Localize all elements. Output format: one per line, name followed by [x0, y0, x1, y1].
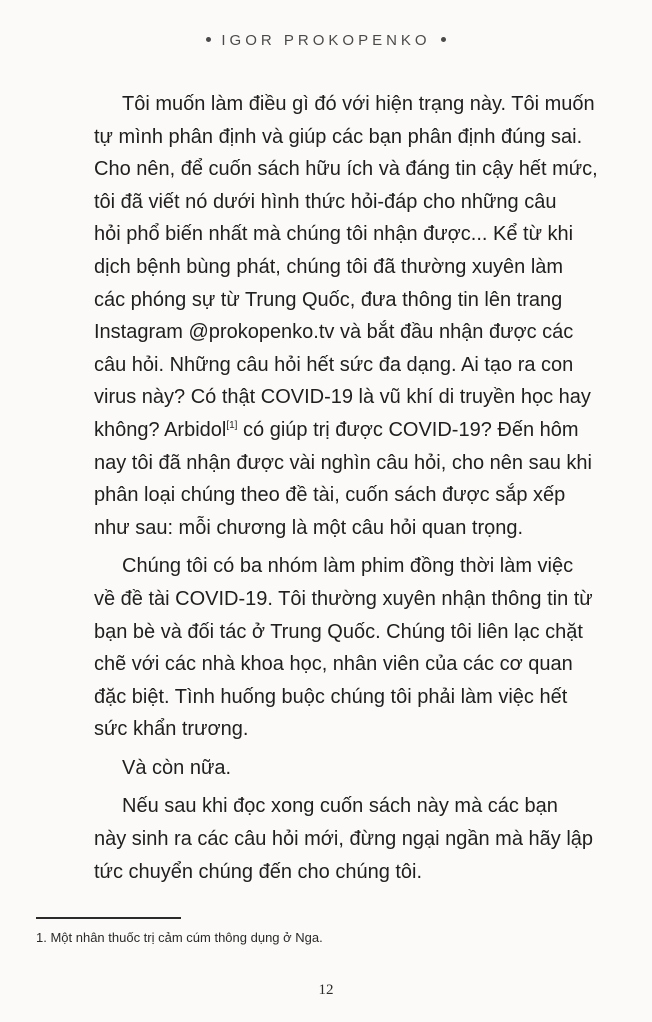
text-line: phân loại chúng theo đề tài, cuốn sách được sắp xếp [94, 484, 566, 507]
page-number: 12 [318, 982, 334, 998]
text-line: tôi đã viết nó dưới hình thức hỏi-đáp cho những câu [94, 190, 557, 213]
header-bullet-right [441, 37, 446, 42]
body-text [94, 88, 598, 888]
text-line: hỏi phổ biến nhất mà chúng tôi nhận được... Kể từ khi [94, 223, 574, 246]
text-fragment: không? Arbidol [94, 418, 227, 441]
paragraph-3 [94, 752, 594, 785]
text-fragment: có giúp trị được COVID-19? Đến hôm [243, 418, 579, 441]
text-line: nay tôi đã nhận được vài nghìn câu hỏi, cho nên sau khi [94, 451, 592, 474]
text-line: Chúng tôi có ba nhóm làm phim đồng thời làm việc [122, 555, 574, 578]
text-line: Nếu sau khi đọc xong cuốn sách này mà các bạn [122, 795, 558, 818]
running-header [0, 32, 652, 49]
text-line: tức chuyển chúng đến cho chúng tôi. [94, 860, 423, 883]
header-bullet-left [206, 37, 211, 42]
text-line: virus này? Có thật COVID-19 là vũ khí di truyền học hay [94, 386, 591, 409]
header-author: IGOR PROKOPENKO [221, 32, 431, 49]
paragraph-2 [94, 550, 594, 746]
text-line: Instagram @prokopenko.tv và bắt đầu nhận được các [94, 321, 574, 344]
text-line: như sau: mỗi chương là một câu hỏi quan trọng. [94, 516, 524, 539]
text-line: sức khẩn trương. [94, 718, 249, 741]
text-line: bạn bè và đối tác ở Trung Quốc. Chúng tôi liên lạc chặt [94, 620, 583, 643]
paragraph-1 [94, 88, 598, 544]
text-line: Và còn nữa. [122, 756, 232, 779]
text-line: tự mình phân định và giúp các bạn phân định đúng sai. [94, 125, 583, 148]
text-line: các phóng sự từ Trung Quốc, đưa thông tin lên trang [94, 288, 563, 311]
footnote-divider [36, 917, 181, 919]
text-line: đặc biệt. Tình huống buộc chúng tôi phải làm việc hết [94, 685, 568, 708]
footnote-reference[interactable]: [1] [226, 419, 238, 431]
text-line: này sinh ra các câu hỏi mới, đừng ngại ngần mà hãy lập [94, 828, 594, 851]
text-line: Tôi muốn làm điều gì đó với hiện trạng này. Tôi muốn [122, 93, 595, 115]
text-line: câu hỏi. Những câu hỏi hết sức đa dạng. Ai tạo ra con [94, 353, 574, 376]
text-line [94, 414, 594, 447]
text-line: chẽ với các nhà khoa học, nhân viên của các cơ quan [94, 653, 573, 676]
text-line: Cho nên, để cuốn sách hữu ích và đáng tin cậy hết mức, [94, 158, 598, 181]
paragraph-4 [94, 790, 594, 888]
text-line: về đề tài COVID-19. Tôi thường xuyên nhận thông tin từ [94, 587, 593, 610]
footnote: 1. Một nhân thuốc trị cảm cúm thông dụng ở Nga. [36, 930, 323, 945]
text-line: dịch bệnh bùng phát, chúng tôi đã thường xuyên làm [94, 255, 564, 278]
